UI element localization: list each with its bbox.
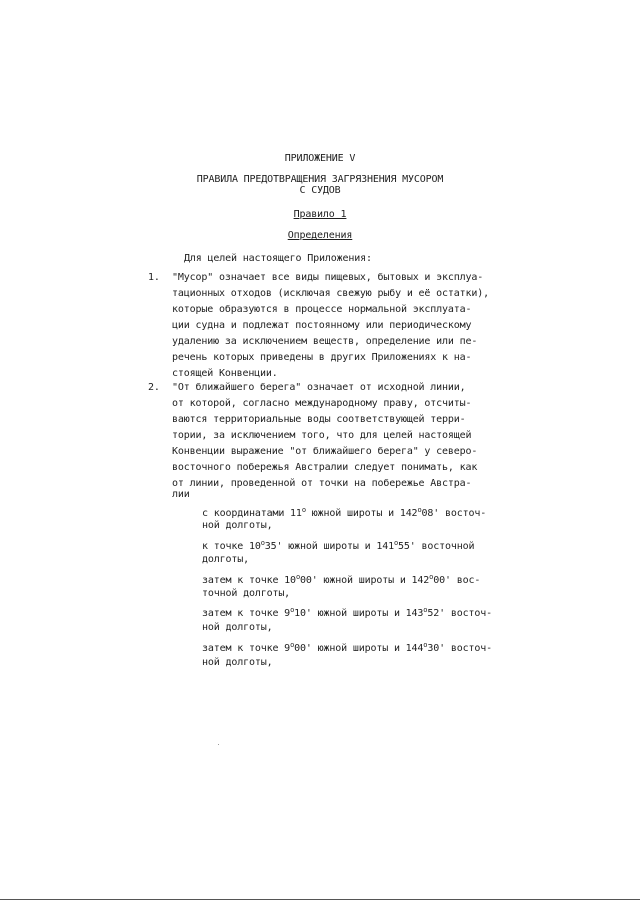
scan-speck xyxy=(218,744,219,745)
page-bottom-edge xyxy=(0,899,640,900)
item2-line: ваются территориальные воды соответствующей терри- xyxy=(172,414,466,425)
coordinate-line-continued: долготы, xyxy=(202,554,249,565)
item2-line: "От ближайшего берега" означает от исходной линии, xyxy=(172,382,466,393)
coordinate-line-continued: ной долготы, xyxy=(202,622,273,633)
item1-line: удалению за исключением веществ, определение или пе- xyxy=(172,336,478,347)
coordinate-line: затем к точке $9^о10'$ южной широты и $143^о52'$ восточ- xyxy=(202,606,492,619)
item2-line: тории, за исключением того, что для целей настоящей xyxy=(172,430,472,441)
item1-line: "Мусор" означает все виды пищевых, бытовых и эксплуа- xyxy=(172,272,484,283)
coordinate-line-continued: ной долготы, xyxy=(202,657,273,668)
coordinate-line-continued: точной долготы, xyxy=(202,588,291,599)
item2-line: от которой, согласно международному праву, отсчиты- xyxy=(172,398,472,409)
item2-line: восточного побережья Австралии следует понимать, как xyxy=(172,462,478,473)
coordinate-line: затем к точке $10^о00'$ южной широты и $142^о00'$ вос- xyxy=(202,573,481,586)
coordinate-line: затем к точке $9^о00'$ южной широты и $144^о30'$ восточ- xyxy=(202,641,492,654)
item1-line: речень которых приведены в других Приложениях к на- xyxy=(172,352,472,363)
rules-title-line-2: С СУДОВ xyxy=(299,185,341,196)
item-number: 2. xyxy=(148,382,160,393)
item1-line: которые образуются в процессе нормальной эксплуата- xyxy=(172,304,472,315)
rule-heading: Правило 1 xyxy=(293,209,347,220)
rules-title-line-1: ПРАВИЛА ПРЕДОТВРАЩЕНИЯ ЗАГРЯЗНЕНИЯ МУСОРОМ xyxy=(196,174,444,185)
item2-line: Конвенции выражение "от ближайшего берега" у северо- xyxy=(172,446,478,457)
item-number: 1. xyxy=(148,272,160,283)
coordinate-line-continued: ной долготы, xyxy=(202,520,273,531)
intro-text: Для целей настоящего Приложения: xyxy=(184,253,372,264)
item2-line: лии xyxy=(172,489,190,500)
item2-line: от линии, проведенной от точки на побережье Австра- xyxy=(172,478,472,489)
item1-line: ции судна и подлежат постоянному или периодическому xyxy=(172,320,472,331)
annex-title: ПРИЛОЖЕНИЕ V xyxy=(284,153,356,164)
rule-subheading: Определения xyxy=(287,230,353,241)
coordinate-line: с координатами $11^о$ южной широты и $142^о08'$ восточ- xyxy=(202,506,487,519)
coordinate-line: к точке $10^о35'$ южной широты и $141^о55'$ восточной xyxy=(202,539,475,552)
item1-line: тационных отходов (исключая свежую рыбу и её остатки), xyxy=(172,288,490,299)
item1-line: стоящей Конвенции. xyxy=(172,368,278,379)
